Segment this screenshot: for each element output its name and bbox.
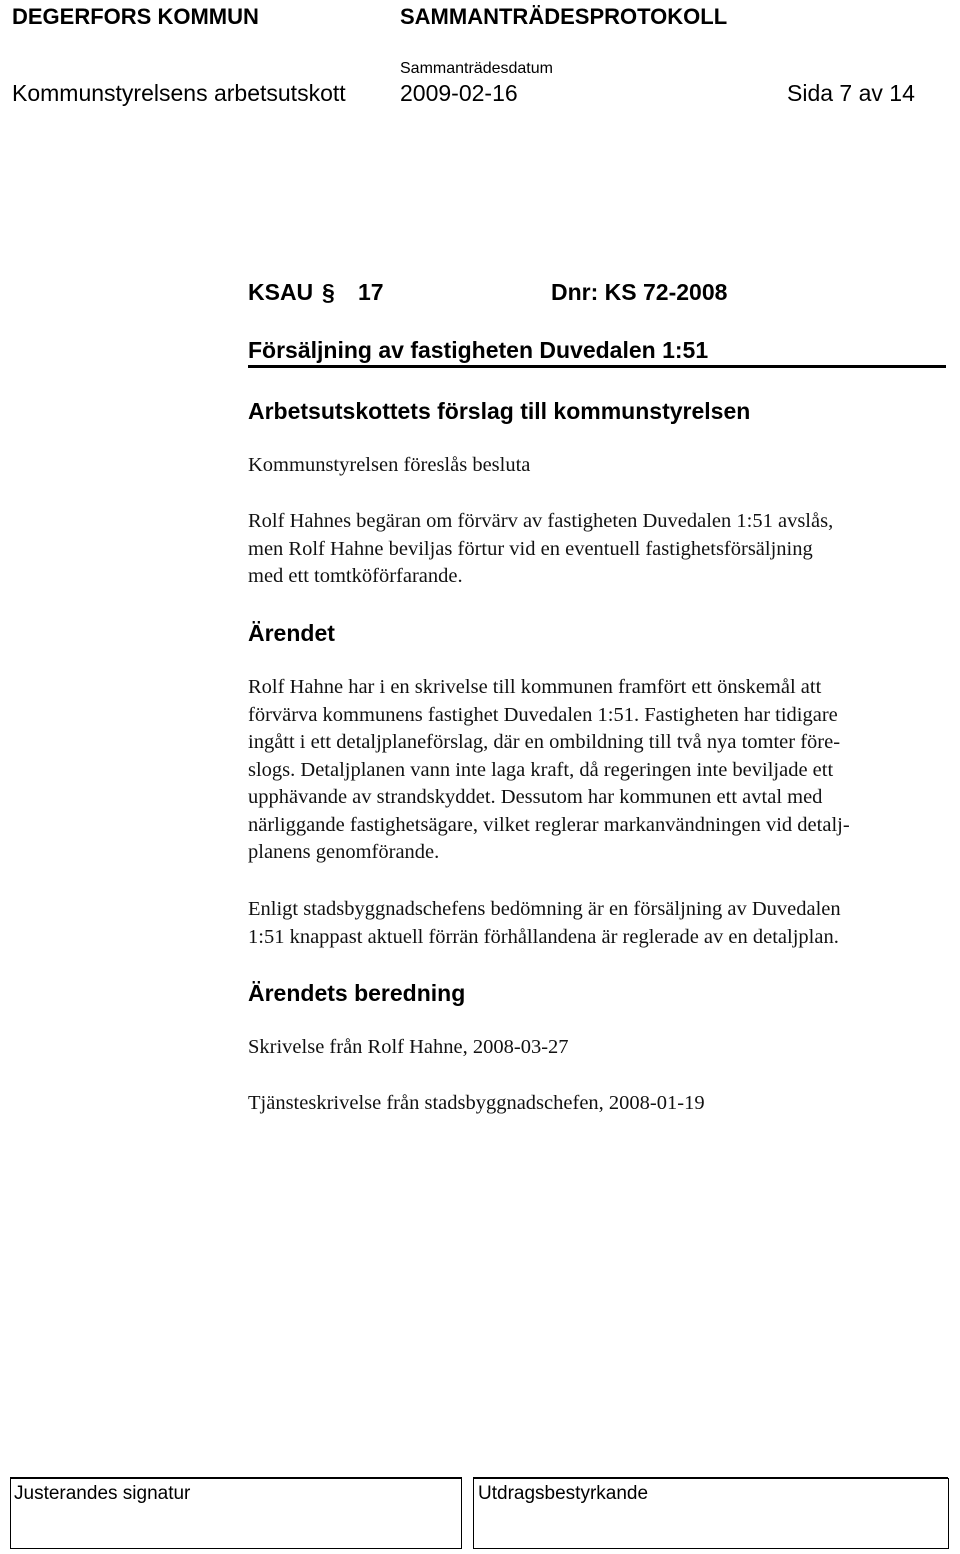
signature-label: Justerandes signatur — [14, 1483, 191, 1504]
proposal-line: men Rolf Hahne beviljas förtur vid en eventuell fastighetsförsäljning — [248, 537, 813, 560]
preparation-item: Tjänsteskrivelse från stadsbyggnadschefen, 2008-01-19 — [248, 1092, 705, 1114]
proposal-text — [248, 508, 833, 591]
page-number: Sida 7 av 14 — [787, 80, 915, 106]
proposal-heading: Arbetsutskottets förslag till kommunstyrelsen — [248, 398, 751, 424]
matter-line: 1:51 knappast aktuell förrän förhållandena är reglerade av en detaljplan. — [248, 925, 839, 948]
matter-line: planens genomförande. — [248, 841, 440, 863]
matter-line: Rolf Hahne har i en skrivelse till kommunen framfört ett önskemål att — [248, 676, 822, 698]
matter-line: förvärva kommunens fastighet Duvedalen 1:51. Fastigheten har tidigare — [248, 703, 838, 726]
proposal-line: Rolf Hahnes begäran om förvärv av fastigheten Duvedalen 1:51 avslås, — [248, 510, 834, 532]
section-symbol: § — [322, 279, 335, 305]
matter-line: närliggande fastighetsägare, vilket reglerar markanvändningen vid detalj- — [248, 813, 850, 836]
committee-name: Kommunstyrelsens arbetsutskott — [12, 80, 346, 106]
matter-line: Enligt stadsbyggnadschefens bedömning är en försäljning av Duvedalen — [248, 898, 841, 920]
proposal-line: med ett tomtköförfarande. — [248, 565, 463, 587]
case-dnr: Dnr: KS 72-2008 — [551, 279, 728, 305]
certification-label: Utdragsbestyrkande — [478, 1483, 649, 1504]
matter-line: ingått i ett detaljplaneförslag, där en ombildning till två nya tomter före- — [248, 731, 841, 753]
proposal-intro: Kommunstyrelsen föreslås besluta — [248, 454, 531, 476]
preparation-item: Skrivelse från Rolf Hahne, 2008-03-27 — [248, 1036, 569, 1058]
matter-line: upphävande av strandskyddet. Dessutom har kommunen ett avtal med — [248, 786, 823, 808]
matter-paragraph-1 — [248, 674, 850, 867]
preparation-heading: Ärendets beredning — [248, 980, 466, 1006]
case-title: Försäljning av fastigheten Duvedalen 1:51 — [248, 337, 709, 363]
matter-paragraph-2 — [248, 896, 841, 951]
title-underline — [248, 365, 946, 368]
meeting-date-label: Sammanträdesdatum — [400, 60, 553, 77]
meeting-date: 2009-02-16 — [400, 80, 518, 106]
organization-name: DEGERFORS KOMMUN — [12, 4, 259, 29]
matter-line: slogs. Detaljplanen vann inte laga kraft, då regeringen inte beviljade ett — [248, 758, 834, 781]
case-number: 17 — [358, 279, 384, 305]
case-id: KSAU — [248, 279, 314, 305]
matter-heading: Ärendet — [248, 620, 335, 646]
document-type: SAMMANTRÄDESPROTOKOLL — [400, 4, 728, 29]
